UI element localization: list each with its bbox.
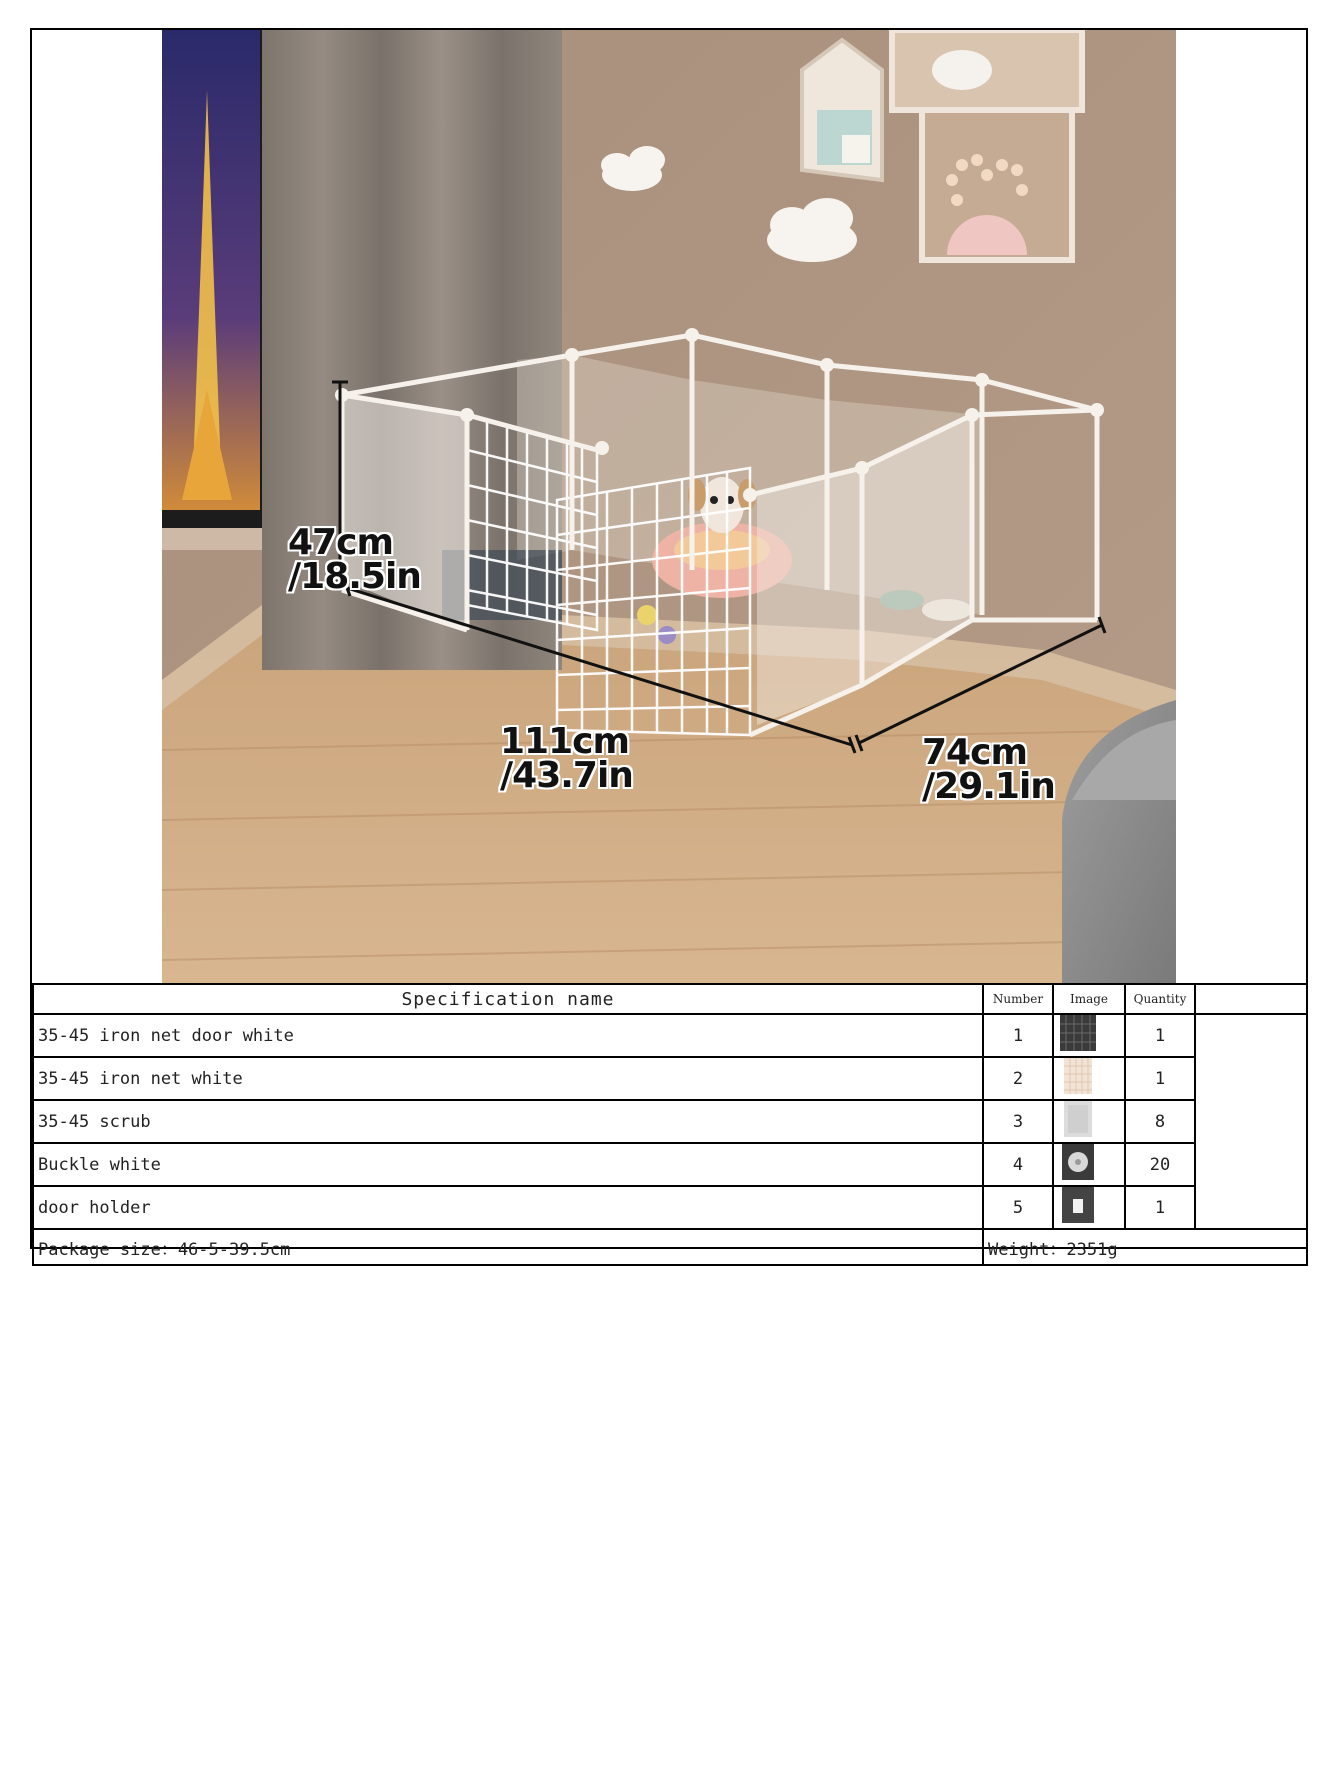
row-quantity: 1: [1125, 1186, 1195, 1229]
row-empty-cell: [1195, 1057, 1307, 1100]
iron-net-panel-thumbnail: [1053, 1057, 1125, 1100]
scrub-panel-thumbnail: [1053, 1100, 1125, 1143]
width-metric: 74cm: [922, 732, 1027, 773]
door-holder-thumbnail: [1053, 1186, 1125, 1229]
row-name: door holder: [33, 1186, 983, 1229]
height-metric: 47cm: [288, 522, 393, 563]
table-footer-row: [33, 1229, 1307, 1265]
row-quantity: 1: [1125, 1014, 1195, 1057]
table-row: [33, 1100, 1307, 1143]
table-row: [33, 1143, 1307, 1186]
header-quantity: Quantity: [1125, 984, 1195, 1014]
width-imperial: /29.1in: [922, 766, 1055, 807]
row-empty-cell: [1195, 1100, 1307, 1143]
height-dimension-label: [288, 522, 421, 597]
table-row: [33, 1186, 1307, 1229]
header-image: Image: [1053, 984, 1125, 1014]
package-size: Package size：46-5-39.5cm: [33, 1229, 983, 1265]
header-empty-cell: [1195, 984, 1307, 1014]
table-header-row: [33, 984, 1307, 1014]
length-imperial: /43.7in: [500, 755, 633, 796]
weight: Weight：2351g: [983, 1229, 1307, 1265]
table-row: [33, 1014, 1307, 1057]
row-name: 35-45 iron net white: [33, 1057, 983, 1100]
row-empty-cell: [1195, 1014, 1307, 1057]
row-quantity: 1: [1125, 1057, 1195, 1100]
row-name: 35-45 scrub: [33, 1100, 983, 1143]
header-number: Number: [983, 984, 1053, 1014]
row-quantity: 20: [1125, 1143, 1195, 1186]
row-number: 3: [983, 1100, 1053, 1143]
row-number: 5: [983, 1186, 1053, 1229]
row-name: Buckle white: [33, 1143, 983, 1186]
iron-net-door-thumbnail: [1053, 1014, 1125, 1057]
header-spec-name: Specification name: [33, 984, 983, 1014]
row-empty-cell: [1195, 1186, 1307, 1229]
specification-table: [32, 983, 1308, 1266]
width-dimension-label: [922, 732, 1055, 807]
table-row: [33, 1057, 1307, 1100]
row-number: 1: [983, 1014, 1053, 1057]
spec-sheet: [30, 28, 1308, 1260]
buckle-thumbnail: [1053, 1143, 1125, 1186]
row-number: 4: [983, 1143, 1053, 1186]
height-imperial: /18.5in: [288, 556, 421, 597]
row-name: 35-45 iron net door white: [33, 1014, 983, 1057]
row-empty-cell: [1195, 1143, 1307, 1186]
product-photo: [162, 30, 1176, 983]
length-dimension-label: [500, 721, 633, 796]
row-number: 2: [983, 1057, 1053, 1100]
length-metric: 111cm: [500, 721, 629, 762]
row-quantity: 8: [1125, 1100, 1195, 1143]
